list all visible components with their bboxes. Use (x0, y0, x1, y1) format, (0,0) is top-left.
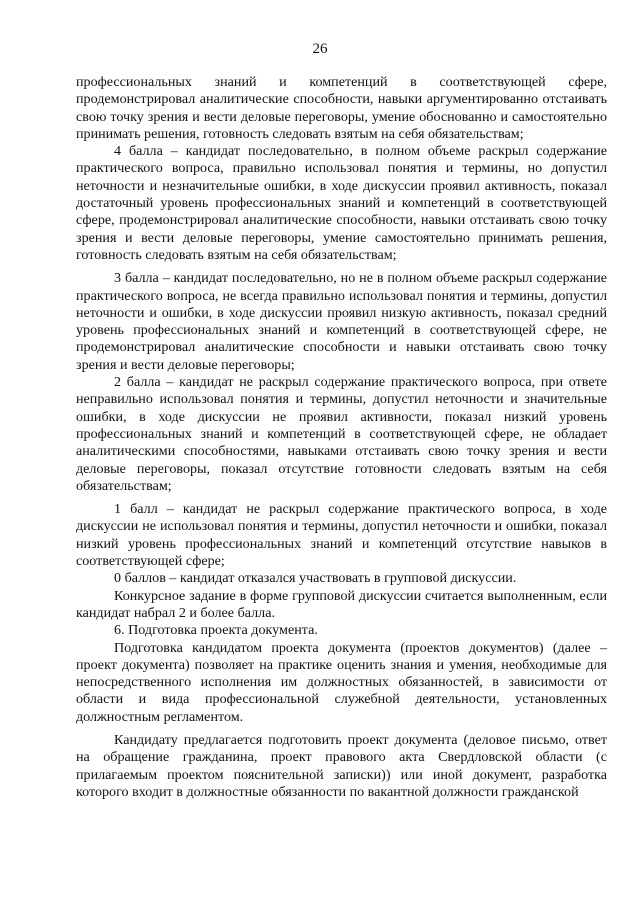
document-body (76, 74, 607, 801)
paragraph-score-1: 1 балл – кандидат не раскрыл содержание практического вопроса, в ходе дискуссии не использовал понятия и термины, допустил неточности и ошибки, показал низкий уровень профессиональных знаний и компетенций отсутствие навыков в соответствующей сфере; (76, 501, 607, 570)
paragraph-score-0: 0 баллов – кандидат отказался участвовать в групповой дискуссии. (114, 570, 517, 587)
paragraph-continuation: профессиональных знаний и компетенций в соответствующей сфере, продемонстрировал аналитические способности, навыки аргументированно отстаивать свою точку зрения и вести деловые переговоры, умение обоснованно и самостоятельно принимать решения, готовность следовать взятым на себя обязательствам; (76, 74, 607, 142)
page-number: 26 (312, 41, 328, 57)
paragraph-score-2: 2 балла – кандидат не раскрыл содержание практического вопроса, при ответе неправильно использовал понятия и термины, допустил неточности и значительные ошибки, в ходе дискуссии не проявил активности, показал низкий уровень профессиональных знаний и компетенций в соответствующей сфере, не обладает аналитическими способностями, навыками отстаивать свою точку зрения и вести деловые переговоры, показал отсутствие готовности следовать взятым на себя обязательствам; (76, 374, 607, 494)
section-heading: 6. Подготовка проекта документа. (114, 622, 318, 639)
paragraph-candidate-task: Кандидату предлагается подготовить проект документа (деловое письмо, ответ на обращение гражданина, проект правового акта Свердловской области (с прилагаемым проектом пояснительной записки)) или иной документ, разработка которого входит в должностные обязанности по вакантной должности гражданской (76, 731, 607, 800)
paragraph-completion-rule: Конкурсное задание в форме групповой дискуссии считается выполненным, если кандидат набрал 2 и более балла. (76, 587, 607, 621)
paragraph-document-preparation: Подготовка кандидатом проекта документа (проектов документов) (далее – проект документа) позволяет на практике оценить знания и умения, необходимые для непосредственного исполнения им должностных обязанностей, в зависимости от области и вида профессиональной служебной деятельности, установленных должностным регламентом. (76, 639, 607, 725)
paragraph-score-4: 4 балла – кандидат последовательно, в полном объеме раскрыл содержание практического вопроса, правильно использовал понятия и термины, но допустил неточности и незначительные ошибки, в ходе дискуссии проявил активность, показал достаточный уровень профессиональных знаний и компетенций в соответствующей сфере, продемонстрировал аналитические способности, навыки отстаивать свою точку зрения и вести деловые переговоры, умение самостоятельно принимать решения, готовность следовать взятым на себя обязательствам; (76, 143, 607, 263)
paragraph-score-3: 3 балла – кандидат последовательно, но не в полном объеме раскрыл содержание практического вопроса, не всегда правильно использовал понятия и термины, допустил неточности и ошибки, в ходе дискуссии проявил низкую активность, показал средний уровень профессиональных знаний и компетенций в соответствующей сфере, не продемонстрировал аналитические способности и навыки отстаивать свою точку зрения и вести деловые переговоры; (76, 270, 607, 373)
